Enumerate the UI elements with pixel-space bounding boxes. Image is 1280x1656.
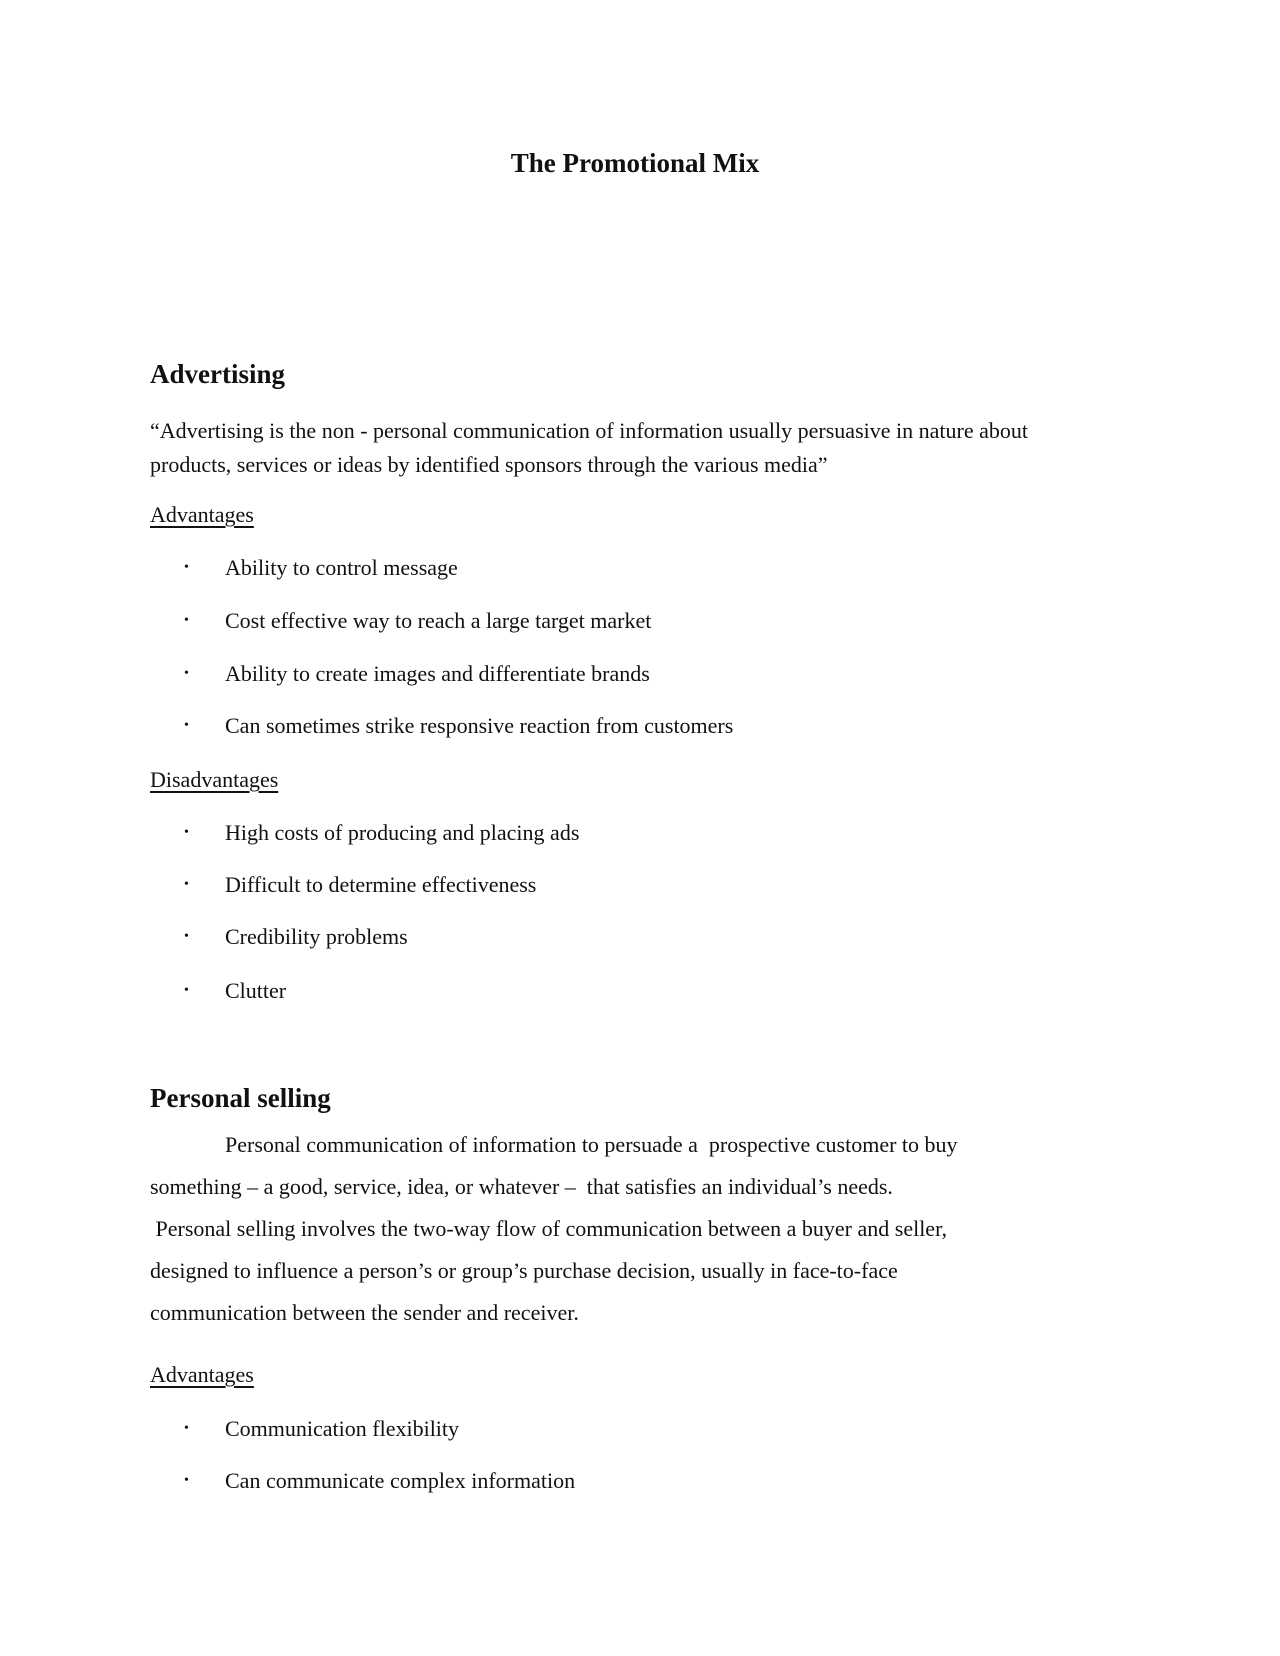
list-item: [0, 711, 1200, 741]
personal-selling-body-line: something – a good, service, idea, or whatever – that satisfies an individual’s needs.: [150, 1174, 893, 1199]
list-item: [0, 553, 1200, 583]
advertising-disadvantages-label: Disadvantages: [150, 767, 279, 792]
list-item: [0, 659, 1200, 689]
personal-selling-body-line: Personal communication of information to persuade a prospective customer to buy: [225, 1132, 958, 1157]
list-item: [0, 922, 1200, 952]
document-title: The Promotional Mix: [510, 148, 760, 178]
list-item-text: Ability to control message: [225, 555, 458, 580]
bullet-icon: •: [184, 1421, 189, 1436]
bullet-icon: •: [184, 983, 189, 998]
personal-selling-body-line: Personal selling involves the two-way flow of communication between a buyer and seller,: [150, 1216, 948, 1241]
section-heading-advertising: Advertising: [150, 359, 285, 389]
advertising-advantages-label: Advantages: [150, 502, 254, 527]
bullet-icon: •: [184, 1473, 189, 1488]
bullet-icon: •: [184, 877, 189, 892]
bullet-icon: •: [184, 560, 189, 575]
personal-selling-advantages-label: Advantages: [150, 1362, 254, 1387]
list-item-text: Difficult to determine effectiveness: [225, 872, 537, 897]
bullet-icon: •: [184, 613, 189, 628]
personal-selling-body-line: communication between the sender and receiver.: [150, 1300, 579, 1325]
list-item: [0, 870, 1200, 900]
section-heading-personal-selling: Personal selling: [150, 1083, 331, 1113]
list-item: [0, 976, 1200, 1006]
advertising-definition: “Advertising is the non - personal communication of information usually persuasive in nature about products, services or ideas by identified sponsors through the various media”: [150, 418, 1028, 477]
list-item: [0, 1414, 1200, 1444]
list-item-text: Cost effective way to reach a large target market: [225, 608, 652, 633]
personal-selling-body-line: designed to influence a person’s or group’s purchase decision, usually in face-to-face: [150, 1258, 898, 1283]
bullet-icon: •: [184, 929, 189, 944]
list-item: [0, 1466, 1200, 1496]
list-item-text: Credibility problems: [225, 924, 408, 949]
list-item-text: Communication flexibility: [225, 1416, 460, 1441]
list-item-text: Clutter: [225, 978, 287, 1003]
bullet-icon: •: [184, 666, 189, 681]
list-item-text: Can sometimes strike responsive reaction from customers: [225, 713, 734, 738]
list-item: [0, 606, 1200, 636]
list-item-text: High costs of producing and placing ads: [225, 820, 580, 845]
bullet-icon: •: [184, 718, 189, 733]
list-item-text: Can communicate complex information: [225, 1468, 576, 1493]
list-item: [0, 818, 1200, 848]
bullet-icon: •: [184, 825, 189, 840]
list-item-text: Ability to create images and differentiate brands: [225, 661, 650, 686]
